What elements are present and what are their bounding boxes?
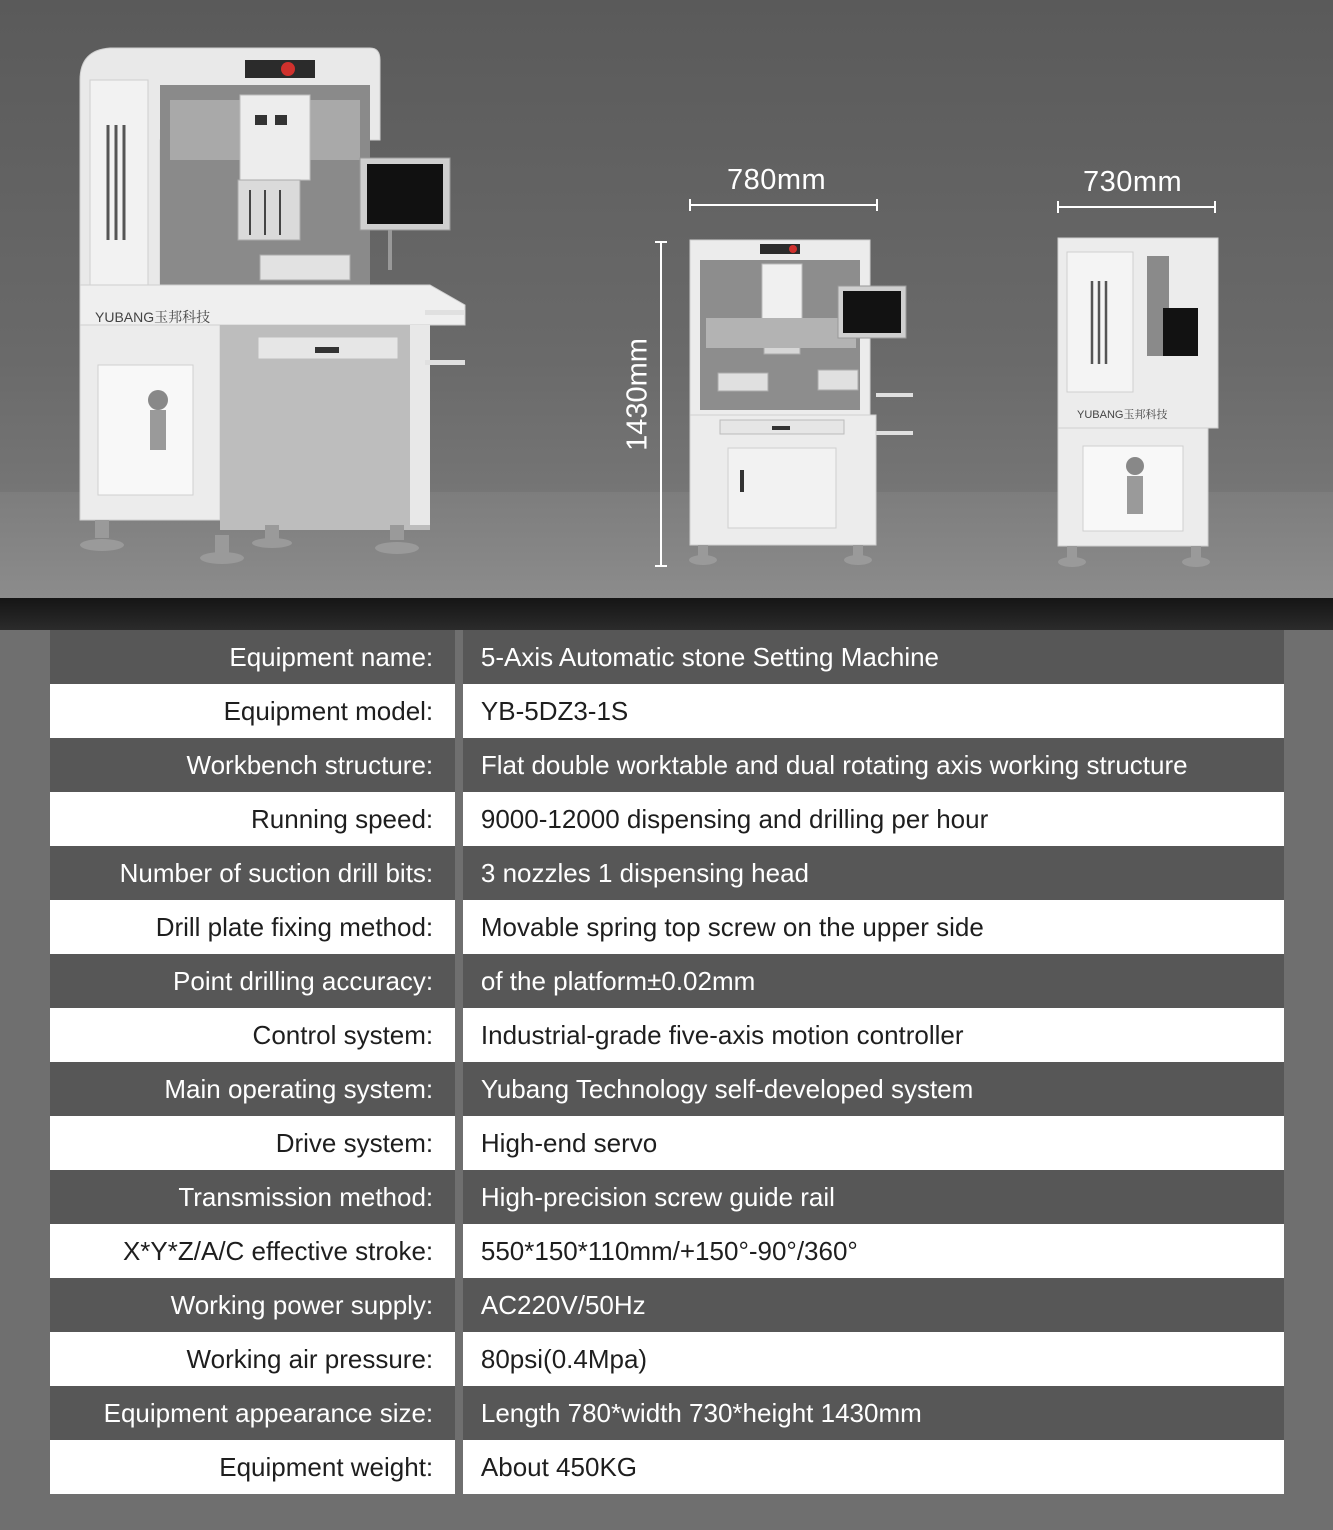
spec-label: Main operating system: [50,1062,455,1116]
spec-separator [455,1440,463,1494]
spec-value: of the platform±0.02mm [463,954,1284,1008]
spec-separator [455,846,463,900]
spec-label: Control system: [50,1008,455,1062]
spec-value: High-precision screw guide rail [463,1170,1284,1224]
spec-label: Point drilling accuracy: [50,954,455,1008]
spec-value: YB-5DZ3-1S [463,684,1284,738]
spec-row [50,900,1284,954]
spec-label: Equipment model: [50,684,455,738]
spec-separator [455,1386,463,1440]
spec-value: 5-Axis Automatic stone Setting Machine [463,630,1284,684]
spec-value: Yubang Technology self-developed system [463,1062,1284,1116]
spec-separator [455,792,463,846]
spec-label: Drill plate fixing method: [50,900,455,954]
spec-table [50,630,1284,1494]
spec-label: Number of suction drill bits: [50,846,455,900]
machine-side-view-image [1055,236,1225,576]
machine-front-view-image [688,238,913,573]
spec-row [50,630,1284,684]
spec-value: About 450KG [463,1440,1284,1494]
spec-separator [455,738,463,792]
spec-separator [455,630,463,684]
spec-row [50,1332,1284,1386]
spec-label: Drive system: [50,1116,455,1170]
spec-value: 550*150*110mm/+150°-90°/360° [463,1224,1284,1278]
section-divider-band [0,598,1333,630]
spec-row [50,954,1284,1008]
spec-row [50,1278,1284,1332]
spec-separator [455,1332,463,1386]
spec-row [50,1008,1284,1062]
spec-separator [455,954,463,1008]
spec-row [50,846,1284,900]
spec-separator [455,1224,463,1278]
spec-separator [455,1170,463,1224]
spec-value: 3 nozzles 1 dispensing head [463,846,1284,900]
spec-separator [455,684,463,738]
spec-label: X*Y*Z/A/C effective stroke: [50,1224,455,1278]
spec-separator [455,1062,463,1116]
spec-separator [455,1116,463,1170]
spec-label: Transmission method: [50,1170,455,1224]
spec-value: Flat double worktable and dual rotating axis working structure [463,738,1284,792]
spec-label: Equipment weight: [50,1440,455,1494]
spec-value: Movable spring top screw on the upper side [463,900,1284,954]
spec-value: AC220V/50Hz [463,1278,1284,1332]
spec-row [50,1116,1284,1170]
spec-row [50,684,1284,738]
spec-value: Industrial-grade five-axis motion controller [463,1008,1284,1062]
depth-dimension-label: 730mm [1083,166,1183,198]
spec-value: High-end servo [463,1116,1284,1170]
spec-row [50,1386,1284,1440]
spec-label: Working air pressure: [50,1332,455,1386]
spec-separator [455,1008,463,1062]
spec-label: Equipment appearance size: [50,1386,455,1440]
product-hero [0,0,1333,600]
spec-row [50,1170,1284,1224]
spec-row [50,1440,1284,1494]
spec-value: 80psi(0.4Mpa) [463,1332,1284,1386]
spec-label: Workbench structure: [50,738,455,792]
spec-row [50,1224,1284,1278]
spec-value: Length 780*width 730*height 1430mm [463,1386,1284,1440]
spec-separator [455,900,463,954]
width-dimension-label: 780mm [727,164,827,196]
spec-separator [455,1278,463,1332]
logo-text-large: YUBANG玉邦科技 [95,309,211,325]
height-dimension-label: 1430mm [621,338,654,451]
spec-row [50,1062,1284,1116]
spec-row [50,738,1284,792]
spec-value: 9000-12000 dispensing and drilling per hour [463,792,1284,846]
spec-row [50,792,1284,846]
spec-label: Working power supply: [50,1278,455,1332]
spec-label: Equipment name: [50,630,455,684]
spec-label: Running speed: [50,792,455,846]
logo-text-side: YUBANG玉邦科技 [1077,409,1168,421]
